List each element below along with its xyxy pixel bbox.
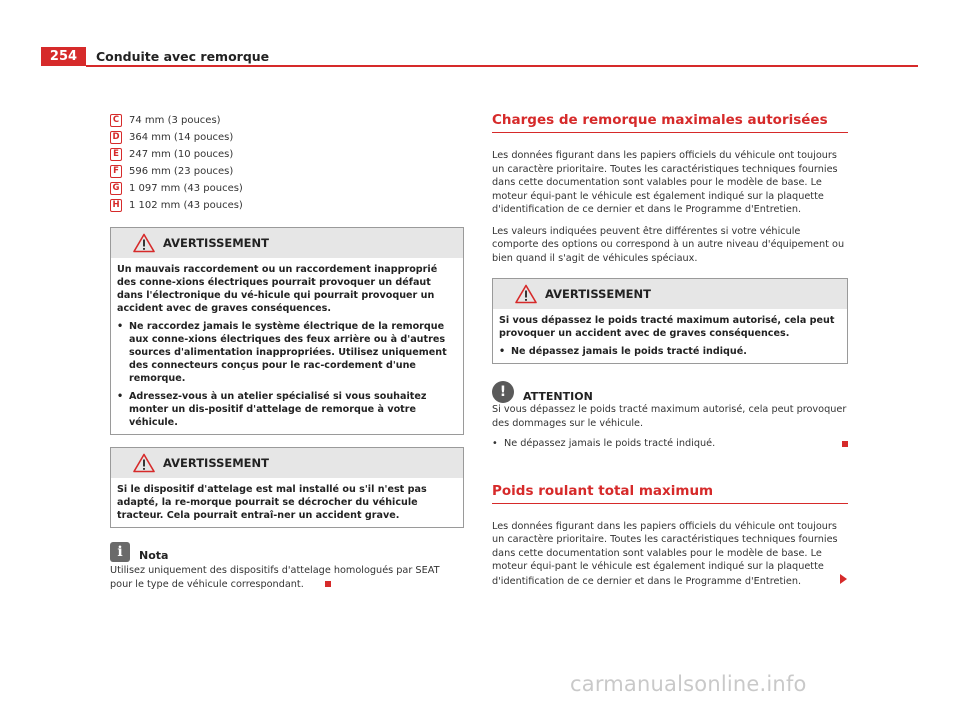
list-item xyxy=(110,180,464,197)
warning-intro: Un mauvais raccordement ou un raccordement inapproprié des conne-xions électriques pourrait provoquer un défaut dans l'électronique du vé-hicule qui pourrait provoquer un accident avec de graves conséquences. xyxy=(117,264,438,314)
note-body: Utilisez uniquement des dispositifs d'attelage homologués par SEAT pour le type de véhicule correspondant. xyxy=(110,565,440,590)
list-item xyxy=(110,112,464,129)
warning-box-wiring xyxy=(110,227,464,435)
warning-box-hitch xyxy=(110,447,464,528)
warning-bullet: • Ne dépassez jamais le poids tracté indiqué. xyxy=(499,346,747,357)
dimension-tag: G xyxy=(110,182,122,195)
list-item xyxy=(110,146,464,163)
warning-bullet: • Adressez-vous à un atelier spécialisé si vous souhaitez monter un dis-positif d'attelage de remorque à votre véhicule. xyxy=(117,391,427,428)
warning-header xyxy=(111,448,463,478)
warning-body xyxy=(111,478,463,527)
dimension-value: 596 mm (23 pouces) xyxy=(129,166,234,177)
list-item xyxy=(110,197,464,214)
warning-triangle-icon xyxy=(133,453,155,473)
warning-intro: Si le dispositif d'attelage est mal installé ou s'il n'est pas adapté, la re-morque pourrait se décrocher du véhicule tracteur. Cela pourrait entraî-ner un accident grave. xyxy=(117,484,427,521)
dimension-tag: H xyxy=(110,199,122,212)
paragraph: Les données figurant dans les papiers officiels du véhicule ont toujours un caractère prioritaire. Toutes les caractéristiques techniques fournies dans cette documentation sont valables pour le modèle de base. Le moteur équi-pant le véhicule est également indiqué sur la plaquette d'identification de ce dernier et dans le Programme d'Entretien. xyxy=(492,150,838,215)
end-of-section-icon xyxy=(325,581,331,587)
attention-title: ATTENTION xyxy=(523,389,593,403)
info-icon: i xyxy=(110,542,130,562)
page-title: Conduite avec remorque xyxy=(96,49,270,64)
attention-icon: ! xyxy=(492,381,514,403)
dimension-tag: C xyxy=(110,114,122,127)
end-of-section-icon xyxy=(842,441,848,447)
left-column xyxy=(110,112,464,591)
warning-header xyxy=(493,279,847,309)
warning-triangle-icon xyxy=(515,284,537,304)
warning-title: AVERTISSEMENT xyxy=(545,287,652,301)
dimension-value: 74 mm (3 pouces) xyxy=(129,115,221,126)
list-item xyxy=(110,129,464,146)
page-number: 254 xyxy=(41,47,86,66)
dimension-list xyxy=(110,112,464,214)
note-title: Nota xyxy=(139,548,169,562)
header-rule xyxy=(86,65,918,67)
warning-body xyxy=(111,258,463,434)
warning-intro: Si vous dépassez le poids tracté maximum autorisé, cela peut provoquer un accident avec de graves conséquences. xyxy=(499,315,835,339)
warning-body xyxy=(493,309,847,363)
dimension-tag: D xyxy=(110,131,122,144)
dimension-value: 1 097 mm (43 pouces) xyxy=(129,183,243,194)
note-header xyxy=(110,542,464,562)
dimension-value: 247 mm (10 pouces) xyxy=(129,149,234,160)
attention-body: Si vous dépassez le poids tracté maximum autorisé, cela peut provoquer des dommages sur le véhicule. xyxy=(492,404,847,429)
dimension-value: 364 mm (14 pouces) xyxy=(129,132,234,143)
section-heading: Charges de remorque maximales autorisées xyxy=(492,112,848,133)
attention-bullet: • Ne dépassez jamais le poids tracté indiqué. xyxy=(492,437,848,451)
warning-box-weight xyxy=(492,278,848,364)
warning-triangle-icon xyxy=(133,233,155,253)
paragraph: Les données figurant dans les papiers officiels du véhicule ont toujours un caractère prioritaire. Toutes les caractéristiques techniques fournies dans cette documentation sont valables pour le modèle de base. Le moteur équi-pant le véhicule est également indiqué sur la plaquette d'identification de ce dernier et dans le Programme d'Entretien. xyxy=(492,520,848,589)
warning-title: AVERTISSEMENT xyxy=(163,456,270,470)
dimension-tag: E xyxy=(110,148,122,161)
paragraph: Les valeurs indiquées peuvent être différentes si votre véhicule comporte des options ou correspond à un autre niveau d'équipement ou bien quand il s'agit de véhicules spéciaux. xyxy=(492,225,845,264)
dimension-value: 1 102 mm (43 pouces) xyxy=(129,200,243,211)
right-column xyxy=(492,112,848,588)
attention-header xyxy=(492,381,848,403)
warning-title: AVERTISSEMENT xyxy=(163,236,270,250)
section-heading: Poids roulant total maximum xyxy=(492,483,848,504)
watermark: carmanualsonline.info xyxy=(570,672,807,696)
list-item xyxy=(110,163,464,180)
warning-header xyxy=(111,228,463,258)
continue-arrow-icon xyxy=(840,574,847,584)
dimension-tag: F xyxy=(110,165,122,178)
warning-bullet: • Ne raccordez jamais le système électrique de la remorque aux conne-xions électriques des feux arrière ou à d'autres sources d'alimentation inappropriées. Utilisez uniquement des connecteurs conçus pour le rac-cordement d'une remorque. xyxy=(117,321,447,384)
